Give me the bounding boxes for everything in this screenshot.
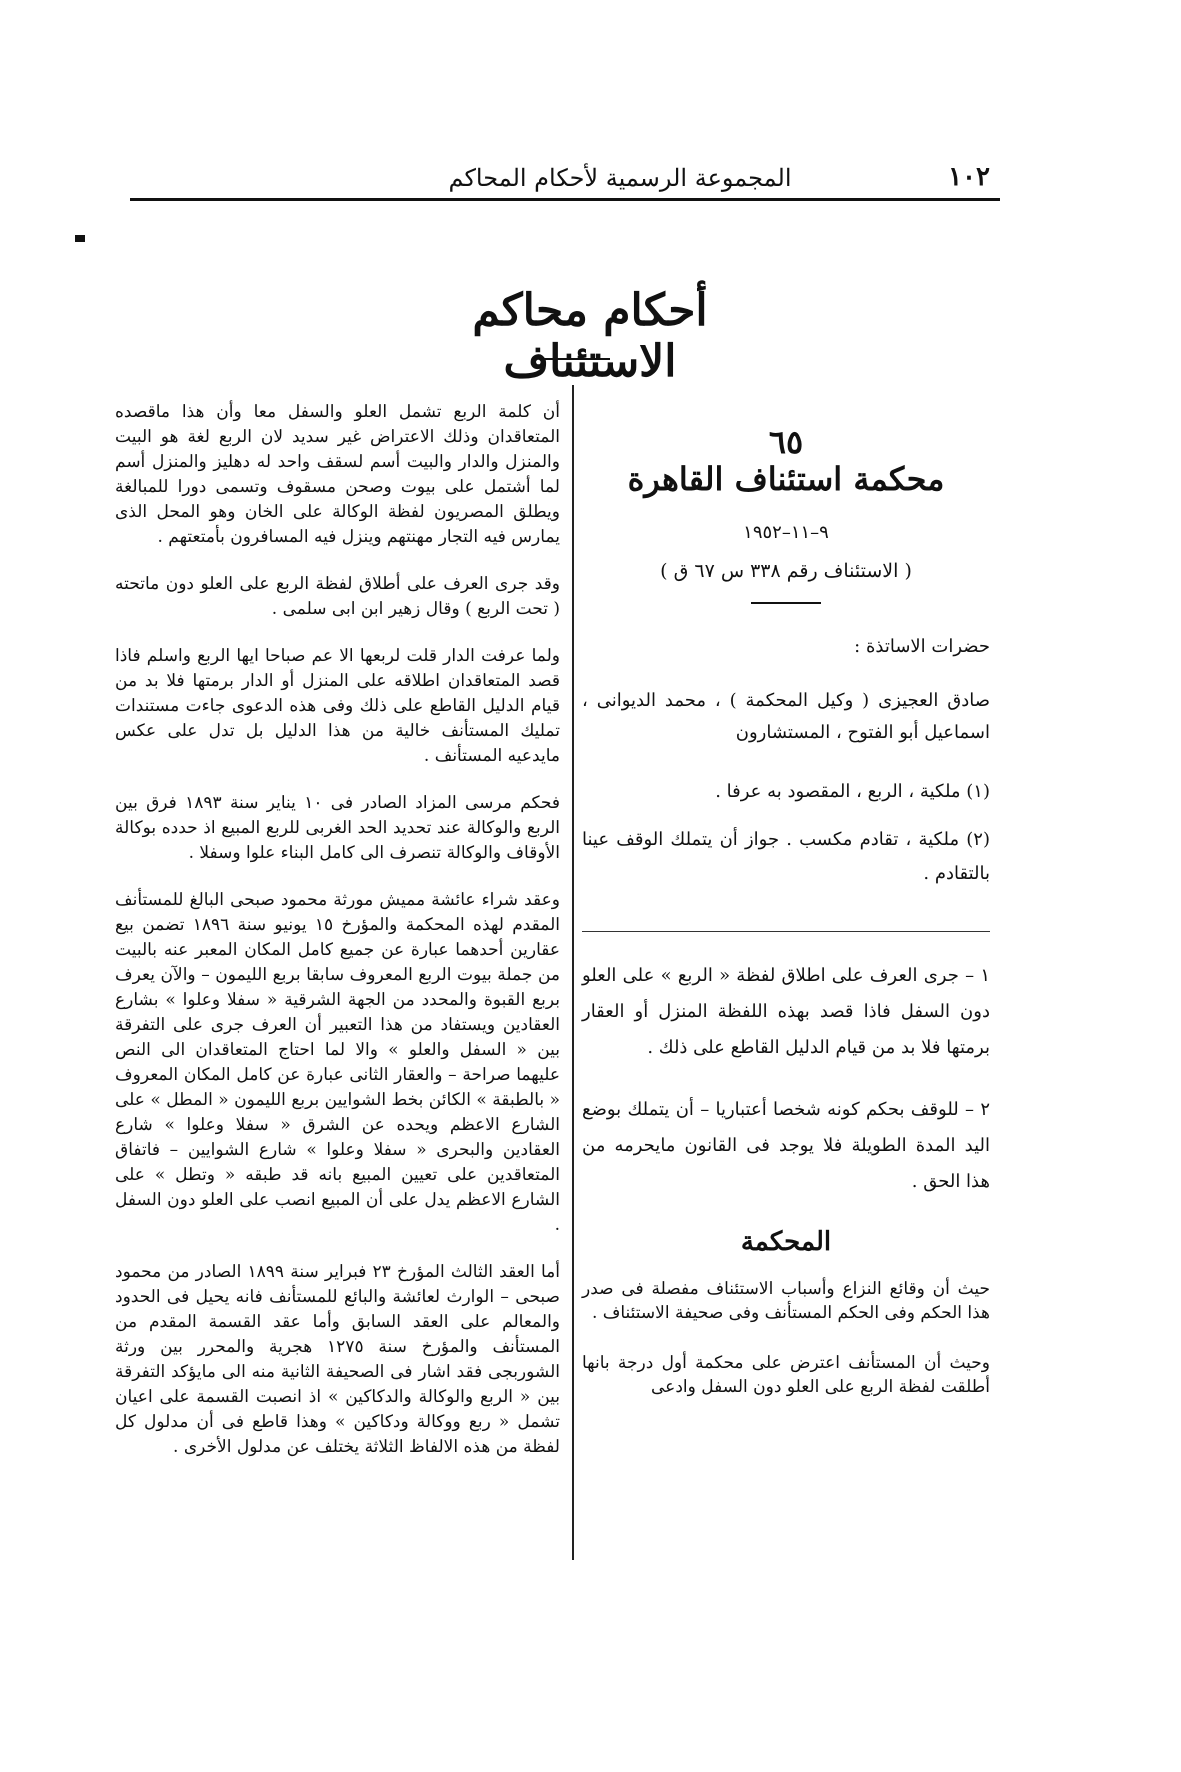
principle-item: ٢ – للوقف بحكم كونه شخصا أعتباريا – أن يتملك بوضع اليد المدة الطويلة فلا يوجد فى القانون مايحرمه من هذا الحق . (582, 1099, 990, 1192)
principles-divider (582, 931, 990, 932)
ruling-paragraph: وحيث أن المستأنف اعترض على محكمة أول درجة بانها أطلقت لفظة الربع على العلو دون السفل وادعى (582, 1353, 990, 1397)
title-divider (540, 358, 610, 360)
left-column (115, 400, 560, 1482)
body-paragraph: ولما عرفت الدار قلت لربعها الا عم صباحا ايها الربع واسلم فاذا قصد المتعاقدان اطلاقه على المنزل أو الدار برمتها فلا بد من قيام الدليل القاطع على ذلك وفى هذه الدعوى جاءت مستندات تمليك المستأنف خالية من هذا الدليل بل تدل على عكس مايدعيه المستأنف . (115, 646, 560, 766)
court-name: محكمة استئناف القاهرة (627, 460, 945, 498)
ruling-heading: المحكمة (740, 1227, 832, 1257)
running-title: المجموعة الرسمية لأحكام المحاكم (448, 164, 792, 192)
appeal-number: ( الاستئناف رقم ٣٣٨ س ٦٧ ق ) (660, 560, 912, 582)
body-paragraph: وعقد شراء عائشة مميش مورثة محمود صبحى البالغ للمستأنف المقدم لهذه المحكمة والمؤرخ ١٥ يونيو سنة ١٨٩٦ تضمن بيع عقارين أحدهما عبارة عن جميع كامل المكان المعبر عنه بالبيت من جملة بيوت الربع المعروف سابقا بربع الليمون – والآن يعرف بربع القبوة والمحدد من الجهة الشرقية « سفلا وعلوا » بشارع العقادين ويستفاد من هذا التعبير أن العرف جرى على التفرقة بين « السفل والعلو » والا لما احتاج المتعاقدان الى النص عليهما صراحة – والعقار الثانى عبارة عن كامل المكان المعروف « بالطبقة » الكائن بخط الشوايين بربع الليمون « المطل » على الشارع الاعظم ويحده عن الشرق « سفلا وعلوا » شارع العقادين والبحرى « سفلا وعلوا » شارع الشوايين – فاتفاق المتعاقدين على تعيين المبيع بانه قد طبقه « وتطل » على الشارع الاعظم يدل على أن المبيع انصب على العلو دون السفل . (115, 890, 560, 1235)
section-title: أحكام محاكم الاستئناف (472, 285, 708, 387)
legal-principles (582, 958, 990, 1200)
ruling-paragraph: حيث أن وقائع النزاع وأسباب الاستئناف مفصلة فى صدر هذا الحكم وفى الحكم المستأنف وفى صحيفة الاستئناف . (582, 1279, 990, 1323)
header-bar (130, 160, 1000, 200)
margin-mark (75, 235, 85, 242)
keyword-item: (١) ملكية ، الربع ، المقصود به عرفا . (715, 781, 990, 802)
judges-label: حضرات الاساتذة : (854, 636, 990, 657)
body-paragraph: أن كلمة الربع تشمل العلو والسفل معا وأن هذا ماقصده المتعاقدان وذلك الاعتراض غير سديد لان الربع لغة هو البيت والمنزل والدار والبيت أسم لسقف واحد له دهليز والمنزل أسم لما أشتمل على بيوت وصحن مسقوف وتسمى دورا للمبالغة ويطلق المصريون لفظة الوكالة على الخان وهو المحل الذى يمارس فيه التجار مهنتهم وينزل فيه المسافرون بأمتعتهم . (115, 402, 560, 547)
case-number: ٦٥ (768, 423, 804, 461)
page-number: ١٠٢ (948, 162, 990, 192)
body-paragraph: أما العقد الثالث المؤرخ ٢٣ فبراير سنة ١٨٩٩ الصادر من محمود صبحى – الوارث لعائشة والبائع للمستأنف فانه يحيل فى الحدود والمعالم على العقد السابق وأما عقد القسمة المقدم من المستأنف والمؤرخ سنة ١٢٧٥ هجرية والمحرر بين ورثة الشوربجى فقد اشار فى الصحيفة الثانية منه الى مايؤكد التفرقة بين « الربع والوكالة والدكاكين » اذ انصبت القسمة على اعيان تشمل « ربع ووكالة ودكاكين » وهذا قاطع فى أن مدلول كل لفظة من هذه الالفاظ الثلاثة يختلف عن مدلول الأخرى . (115, 1262, 560, 1457)
principle-item: ١ – جرى العرف على اطلاق لفظة « الربع » على العلو دون السفل فاذا قصد بهذه اللفظة المنزل أو العقار برمتها فلا بد من قيام الدليل القاطع على ذلك . (582, 965, 990, 1058)
ruling-body (582, 1277, 990, 1399)
case-date: ٩–١١–١٩٥٢ (743, 522, 829, 543)
right-column (582, 423, 990, 1425)
keywords (582, 775, 990, 891)
judges-list: صادق العجيزى ( وكيل المحكمة ) ، محمد الديوانى ، اسماعيل أبو الفتوح ، المستشارون (582, 690, 990, 743)
body-paragraph: فحكم مرسى المزاد الصادر فى ١٠ يناير سنة ١٨٩٣ فرق بين الربع والوكالة عند تحديد الحد الغربى للربع المبيع اذ حدده بوكالة الأوقاف والوكالة تنصرف الى كامل البناء علوا وسفلا . (115, 793, 560, 863)
case-header-divider (751, 602, 821, 604)
body-paragraph: وقد جرى العرف على أطلاق لفظة الربع على العلو دون ماتحته ( تحت الربع ) وقال زهير ابن ابى سلمى . (115, 574, 560, 619)
column-divider (572, 385, 574, 1560)
header-rule (130, 198, 1000, 201)
keyword-item: (٢) ملكية ، تقادم مكسب . جواز أن يتملك الوقف عينا بالتقادم . (582, 829, 990, 884)
